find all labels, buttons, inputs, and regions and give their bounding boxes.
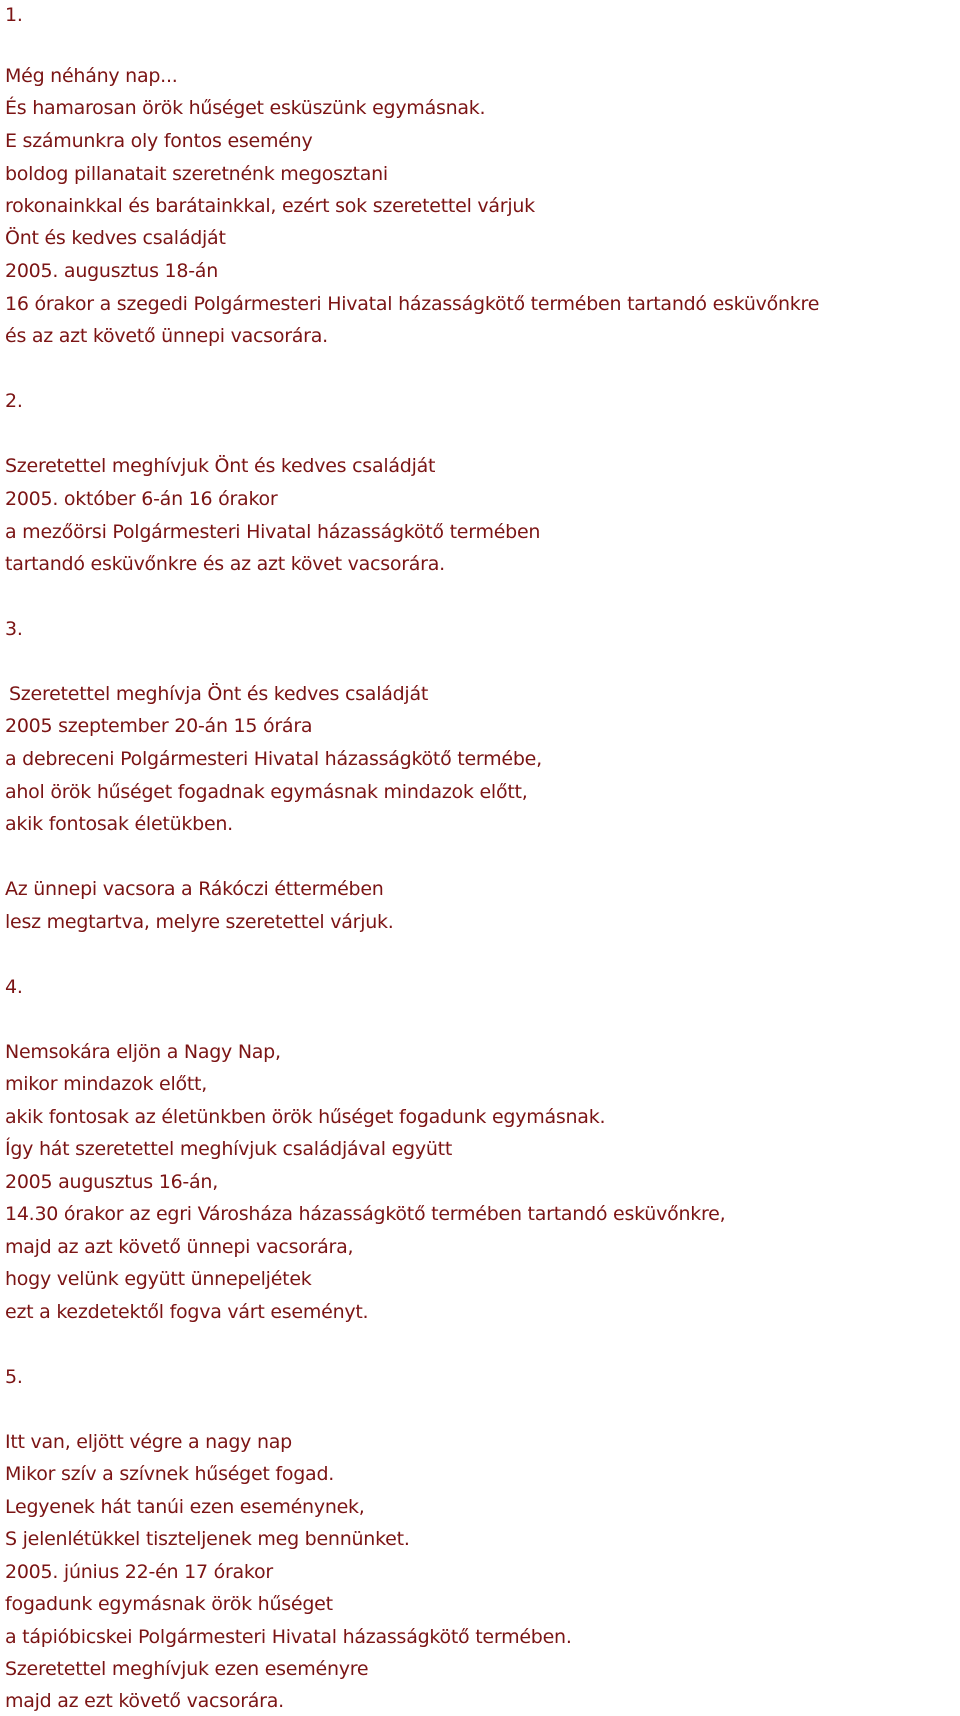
section-1-line-8: 16 órakor a szegedi Polgármesteri Hivatal házasságkötő termében tartandó esküvőnkre: [5, 293, 820, 315]
section-2-line-2: 2005. október 6-án 16 órakor: [5, 488, 278, 510]
section-1-line-1: Még néhány nap...: [5, 65, 178, 87]
section-5-line-5: 2005. június 22-én 17 órakor: [5, 1561, 273, 1583]
section-4-line-6: 14.30 órakor az egri Városháza házasságkötő termében tartandó esküvőnkre,: [5, 1203, 726, 1225]
section-1-line-7: 2005. augusztus 18-án: [5, 260, 218, 282]
section-1-line-2: És hamarosan örök hűséget esküszünk egymásnak.: [5, 97, 486, 119]
section-2-number: 2.: [5, 390, 23, 412]
section-1-line-6: Önt és kedves családját: [5, 227, 226, 249]
section-2-line-4: tartandó esküvőnkre és az azt követ vacsorára.: [5, 553, 445, 575]
section-1-line-4: boldog pillanatait szeretnénk megosztani: [5, 163, 388, 185]
section-1-line-5: rokonainkkal és barátainkkal, ezért sok szeretettel várjuk: [5, 195, 535, 217]
section-5-line-3: Legyenek hát tanúi ezen eseménynek,: [5, 1496, 365, 1518]
section-3-line-2: 2005 szeptember 20-án 15 órára: [5, 715, 313, 737]
section-4-line-5: 2005 augusztus 16-án,: [5, 1171, 218, 1193]
section-1-number: 1.: [5, 4, 23, 26]
section-3-line-5: akik fontosak életükben.: [5, 813, 233, 835]
section-3-line-1: Szeretettel meghívja Önt és kedves családját: [9, 683, 429, 705]
section-4-line-4: Így hát szeretettel meghívjuk családjával együtt: [5, 1138, 453, 1160]
section-4-line-8: hogy velünk együtt ünnepeljétek: [5, 1268, 312, 1290]
section-2-line-3: a mezőörsi Polgármesteri Hivatal házasságkötő termében: [5, 521, 541, 543]
section-5-line-1: Itt van, eljött végre a nagy nap: [5, 1431, 292, 1453]
section-5-line-7: a tápióbicskei Polgármesteri Hivatal házasságkötő termében.: [5, 1626, 572, 1648]
section-3-number: 3.: [5, 618, 23, 640]
section-5-line-4: S jelenlétükkel tiszteljenek meg bennünket.: [5, 1528, 410, 1550]
section-5-line-6: fogadunk egymásnak örök hűséget: [5, 1593, 333, 1615]
section-5-line-8: Szeretettel meghívjuk ezen eseményre: [5, 1658, 369, 1680]
section-3-line-4: ahol örök hűséget fogadnak egymásnak mindazok előtt,: [5, 781, 528, 803]
section-4-line-2: mikor mindazok előtt,: [5, 1073, 208, 1095]
section-1-line-9: és az azt követő ünnepi vacsorára.: [5, 325, 328, 347]
section-4-line-1: Nemsokára eljön a Nagy Nap,: [5, 1041, 281, 1063]
section-5-number: 5.: [5, 1366, 23, 1388]
section-4-line-3: akik fontosak az életünkben örök hűséget fogadunk egymásnak.: [5, 1106, 606, 1128]
section-4-line-9: ezt a kezdetektől fogva várt eseményt.: [5, 1301, 369, 1323]
section-1-line-3: E számunkra oly fontos esemény: [5, 130, 313, 152]
section-3-line-6: Az ünnepi vacsora a Rákóczi éttermében: [5, 878, 384, 900]
section-2-line-1: Szeretettel meghívjuk Önt és kedves családját: [5, 455, 436, 477]
section-5-line-2: Mikor szív a szívnek hűséget fogad.: [5, 1463, 335, 1485]
section-5-line-9: majd az ezt követő vacsorára.: [5, 1690, 284, 1712]
section-3-line-7: lesz megtartva, melyre szeretettel várjuk.: [5, 911, 394, 933]
section-4-line-7: majd az azt követő ünnepi vacsorára,: [5, 1236, 354, 1258]
section-3-line-3: a debreceni Polgármesteri Hivatal házasságkötő termébe,: [5, 748, 542, 770]
section-4-number: 4.: [5, 976, 23, 998]
